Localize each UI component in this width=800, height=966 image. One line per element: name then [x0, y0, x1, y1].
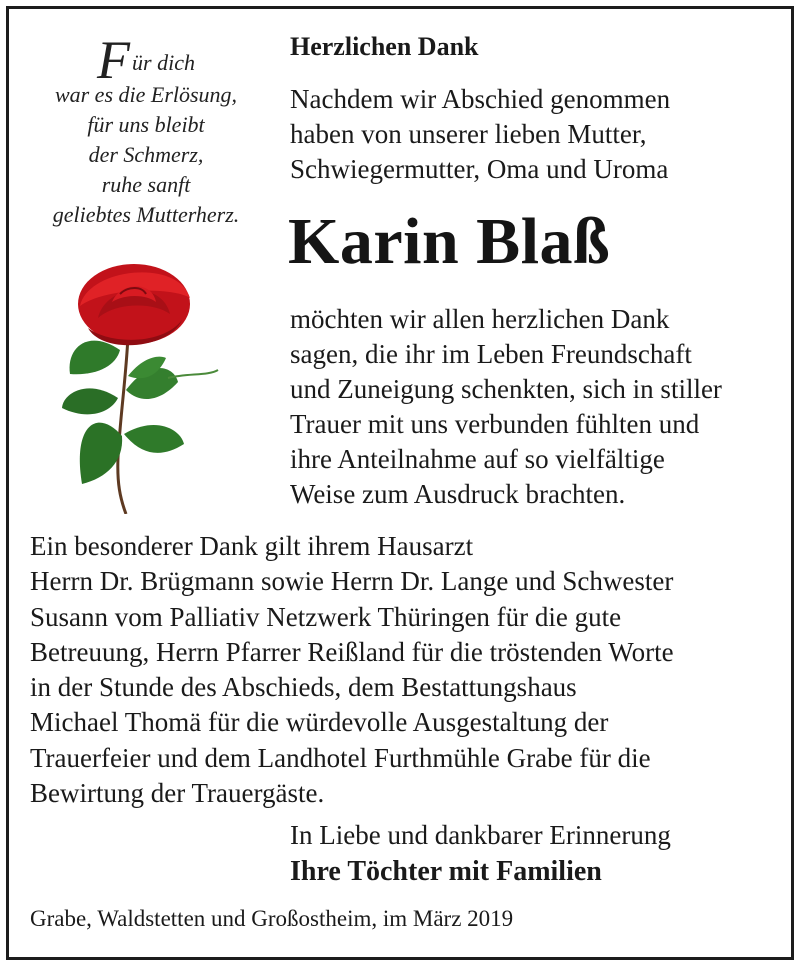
body-line: Michael Thomä für die würdevolle Ausgestaltung der: [30, 707, 609, 738]
intro-line: haben von unserer lieben Mutter,: [290, 119, 647, 149]
memorial-poem: [32, 30, 260, 230]
poem-first-line-rest: ür dich: [132, 50, 195, 75]
intro-line: Schwiegermutter, Oma und Uroma: [290, 154, 669, 184]
thanks-line: möchten wir allen herzlichen Dank: [290, 304, 670, 334]
place-date-line: Grabe, Waldstetten und Großostheim, im März 2019: [30, 906, 514, 931]
thanks-line: Trauer mit uns verbunden fühlten und: [290, 409, 700, 439]
body-line: Susann vom Palliativ Netzwerk Thüringen für die gute: [30, 601, 622, 632]
poem-line: geliebtes Mutterherz.: [52, 202, 240, 227]
deceased-name: Karin Blaß: [288, 205, 611, 278]
body-line: Trauerfeier und dem Landhotel Furthmühle Grabe für die: [30, 742, 651, 773]
body-line: Bewirtung der Trauergäste.: [30, 778, 325, 809]
body-line: in der Stunde des Abschieds, dem Bestattungshaus: [30, 672, 577, 703]
thanks-line: und Zuneigung schenkten, sich in stiller: [290, 374, 722, 404]
thanks-paragraph: [290, 302, 722, 512]
poem-first-line: [32, 30, 260, 90]
poem-initial: F: [97, 30, 131, 90]
red-rose-icon: [58, 258, 228, 514]
poem-line: war es die Erlösung,: [54, 82, 238, 107]
body-line: Betreuung, Herrn Pfarrer Reißland für die tröstenden Worte: [30, 636, 674, 667]
poem-line: für uns bleibt: [87, 112, 205, 137]
intro-paragraph: [290, 82, 670, 187]
thanks-line: sagen, die ihr im Leben Freundschaft: [290, 339, 692, 369]
heading-herzlichen-dank: Herzlichen Dank: [290, 32, 479, 61]
thanks-line: Weise zum Ausdruck brachten.: [290, 479, 626, 509]
special-thanks-paragraph: [30, 529, 674, 811]
closing-line: In Liebe und dankbarer Erinnerung: [290, 820, 671, 850]
signature: Ihre Töchter mit Familien: [290, 856, 602, 887]
poem-line: ruhe sanft: [101, 172, 191, 197]
body-line: Herrn Dr. Brügmann sowie Herrn Dr. Lange und Schwester: [30, 566, 674, 597]
intro-line: Nachdem wir Abschied genommen: [290, 84, 671, 114]
thanks-line: ihre Anteilnahme auf so vielfältige: [290, 444, 665, 474]
poem-line: der Schmerz,: [88, 142, 204, 167]
body-line: Ein besonderer Dank gilt ihrem Hausarzt: [30, 531, 474, 561]
